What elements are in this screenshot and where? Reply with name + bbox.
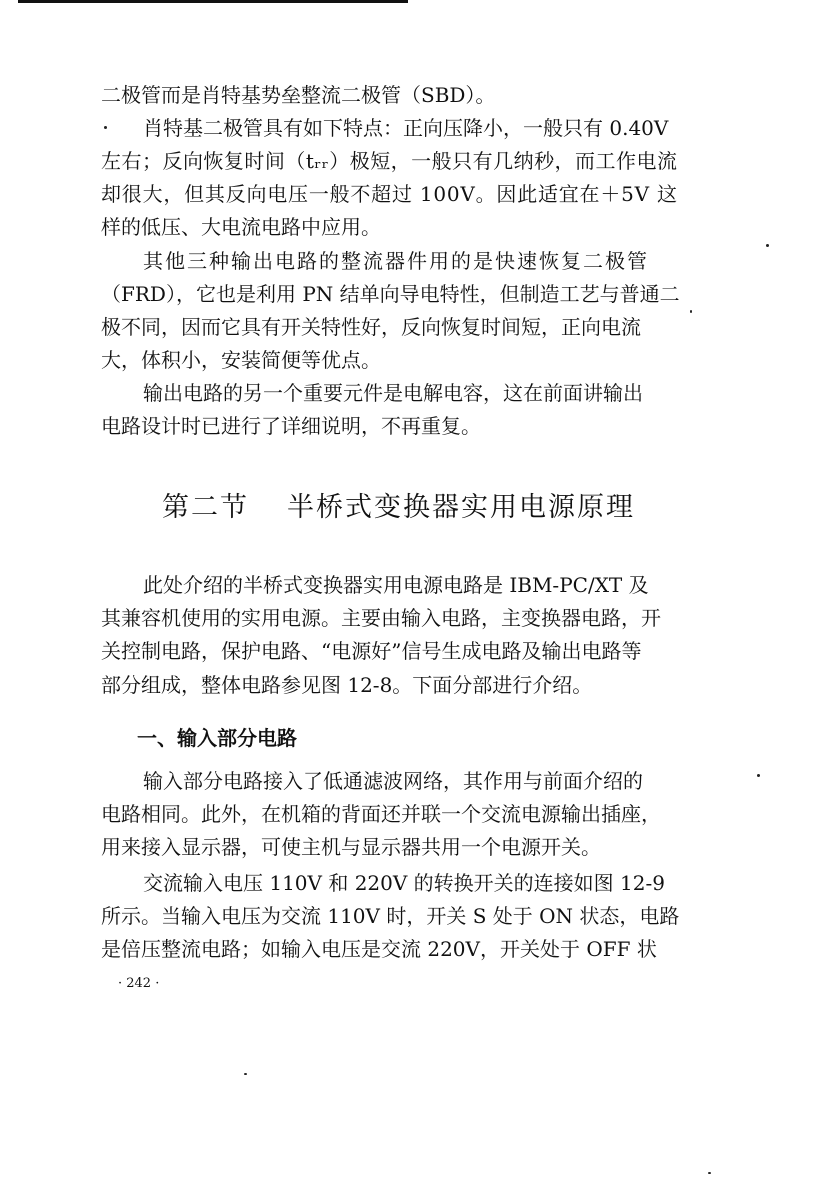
text-line-21: 是倍压整流电路；如输入电压是交流 220V，开关处于 OFF 状 <box>101 937 657 961</box>
text-line-1: 二极管而是肖特基势垒整流二极管（SBD）。 <box>101 83 496 107</box>
scan-speck <box>104 126 107 129</box>
subsection-title: 一、输入部分电路 <box>137 726 297 750</box>
scan-speck <box>690 310 692 313</box>
scan-speck <box>766 244 769 247</box>
text-line-6: 其他三种输出电路的整流器件用的是快速恢复二极管 <box>143 249 649 273</box>
text-line-4 <box>101 181 677 207</box>
page-number: · 242 · <box>118 976 160 991</box>
text-line-17: 电路相同。此外，在机箱的背面还并联一个交流电源输出插座， <box>101 802 661 826</box>
scan-speck <box>708 1172 711 1174</box>
text-line-18: 用来接入显示器，可使主机与显示器共用一个电源开关。 <box>101 835 601 859</box>
text-line-14: 关控制电路，保护电路、“电源好”信号生成电路及输出电路等 <box>101 639 642 663</box>
text-line-10: 输出电路的另一个重要元件是电解电容，这在前面讲输出 <box>143 381 643 405</box>
text-line-15: 部分组成，整体电路参见图 12-8。下面分部进行介绍。 <box>101 673 593 697</box>
section-name: 半桥式变换器实用电源原理 <box>287 492 635 523</box>
text-line-20: 所示。当输入电压为交流 110V 时，开关 S 处于 ON 状态，电路 <box>101 904 680 928</box>
top-rule <box>18 0 408 3</box>
text-line-4-content: 却很大，但其反向电压一般不超过 100V。因此适宜在＋5V 这 <box>101 182 678 206</box>
text-line-12: 此处介绍的半桥式变换器实用电源电路是 IBM-PC/XT 及 <box>143 573 649 597</box>
text-line-3-content: 左右；反向恢复时间（tᵣᵣ）极短，一般只有几纳秒，而工作电流 <box>101 149 678 173</box>
text-line-11: 电路设计时已进行了详细说明，不再重复。 <box>101 414 481 438</box>
text-line-9: 大，体积小，安装简便等优点。 <box>101 348 381 372</box>
text-line-16: 输入部分电路接入了低通滤波网络，其作用与前面介绍的 <box>143 769 643 793</box>
text-line-19: 交流输入电压 110V 和 220V 的转换开关的连接如图 12-9 <box>143 871 665 895</box>
scan-speck <box>757 774 760 777</box>
text-line-3 <box>101 148 677 174</box>
text-line-7: （FRD），它也是利用 PN 结单向导电特性，但制造工艺与普通二 <box>101 282 680 306</box>
section-title <box>162 485 635 524</box>
text-line-2: 肖特基二极管具有如下特点：正向压降小，一般只有 0.40V <box>143 116 669 140</box>
text-line-5: 样的低压、大电流电路中应用。 <box>101 215 381 239</box>
scan-speck <box>244 1073 247 1075</box>
section-number: 第二节 <box>162 492 249 523</box>
text-line-8: 极不同，因而它具有开关特性好，反向恢复时间短，正向电流 <box>101 315 641 339</box>
text-line-13: 其兼容机使用的实用电源。主要由输入电路，主变换器电路，开 <box>101 606 661 630</box>
